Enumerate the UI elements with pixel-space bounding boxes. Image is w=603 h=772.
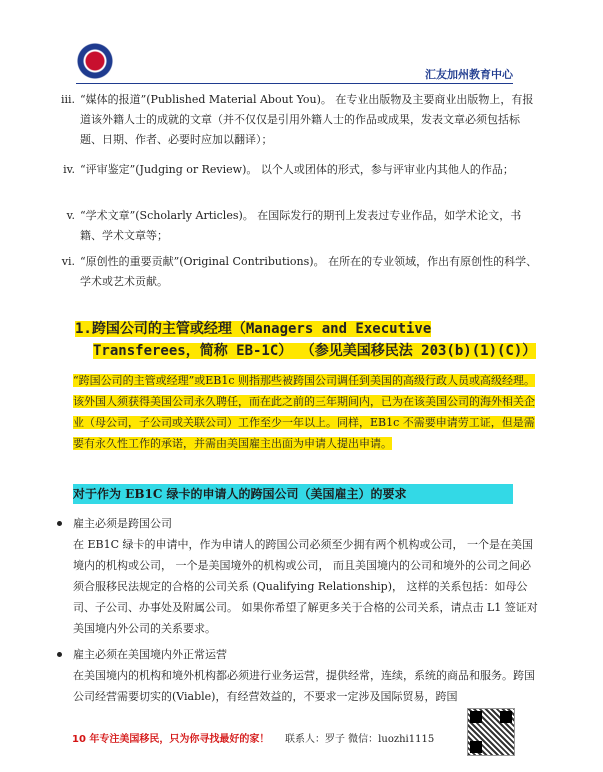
bullet-head: 雇主必须是跨国公司 [73, 517, 172, 530]
bullet-employer-multinational [73, 513, 541, 639]
logo-emblem [76, 42, 114, 80]
criterion-number: iii. [60, 93, 75, 106]
criterion-iii [30, 90, 540, 152]
section-title-line2: Transferees，简称 EB-1C） （参见美国移民法 203(b)(1)(C)） [93, 343, 537, 359]
footer-contact: 联系人：罗子 微信：luozhi1115 [285, 734, 435, 745]
criterion-number: v. [66, 209, 75, 222]
section-title-line1: 1.跨国公司的主管或经理（Managers and Executive [75, 321, 432, 337]
bullet-head: 雇主必须在美国境内外正常运营 [73, 648, 227, 661]
criterion-number: vi. [61, 255, 75, 268]
criterion-text: “评审鉴定”(Judging or Review)。 以个人或团体的形式，参与评审业内其他人的作品； [80, 163, 514, 176]
header-title: 汇友加州教育中心 [425, 68, 513, 81]
criterion-text: “原创性的重要贡献”(Original Contributions)。 在所在的专业领域，作出有原创性的科学、学术或艺术贡献。 [80, 255, 538, 288]
header-divider [76, 83, 513, 84]
criterion-vi [30, 252, 540, 294]
criterion-v [30, 206, 540, 248]
footer-slogan: 10 年专注美国移民，只为你寻找最好的家！ [72, 734, 270, 745]
section-title [75, 318, 545, 362]
section-intro [73, 370, 543, 454]
section-subtitle: 对于作为 EB1C 绿卡的申请人的跨国公司（美国雇主）的要求 [73, 484, 513, 504]
bullet-icon [57, 652, 62, 657]
section-intro-text: “跨国公司的主管或经理”或EB1c 则指那些被跨国公司调任到美国的高级行政人员或高级经理。该外国人须获得美国公司永久聘任，而在此之前的三年期间内，已为在该美国公司的海外相关企业（母公司，子公司或关联公司）工作至少一年以上。同样，EB1c 不需要申请劳工证，但是需要有永久性工作的承诺，并需由美国雇主出面为申请人提出申请。 [73, 374, 536, 450]
bullet-icon [57, 521, 62, 526]
criterion-iv [30, 160, 540, 202]
bullet-body: 在美国境内的机构和境外机构都必须进行业务运营，提供经常，连续，系统的商品和服务。跨国公司经营需要切实的(Viable)，有经营效益的，不要求一定涉及国际贸易，跨国 [73, 669, 535, 703]
bullet-employer-operating [73, 644, 541, 707]
criterion-text: “媒体的报道”(Published Material About You)。 在专业出版物及主要商业出版物上，有报道该外籍人士的成就的文章（并不仅仅是引用外籍人士的作品或成果，发表文章必须包括标题、日期、作者、必要时应加以翻译）； [80, 93, 534, 146]
criterion-text: “学术文章”(Scholarly Articles)。 在国际发行的期刊上发表过专业作品，如学术论文，书籍、学术文章等； [80, 209, 522, 242]
bullet-body: 在 EB1C 绿卡的申请中，作为申请人的跨国公司必须至少拥有两个机构或公司， 一个是在美国境内的机构或公司， 一个是美国境外的机构或公司， 而且美国境内的公司和境外的公司之间必须合服移民法规定的合格的公司关系 (Qualifying Relationship)， 这样的关系包括：如母公司、子公司、办事处及附属公司。 如果你希望了解更多关于合格的公司关系，请点击 L1 签证对美国境内外公司的关系要求。 [73, 538, 538, 635]
qr-code-image [467, 708, 515, 756]
criterion-number: iv. [63, 163, 75, 176]
